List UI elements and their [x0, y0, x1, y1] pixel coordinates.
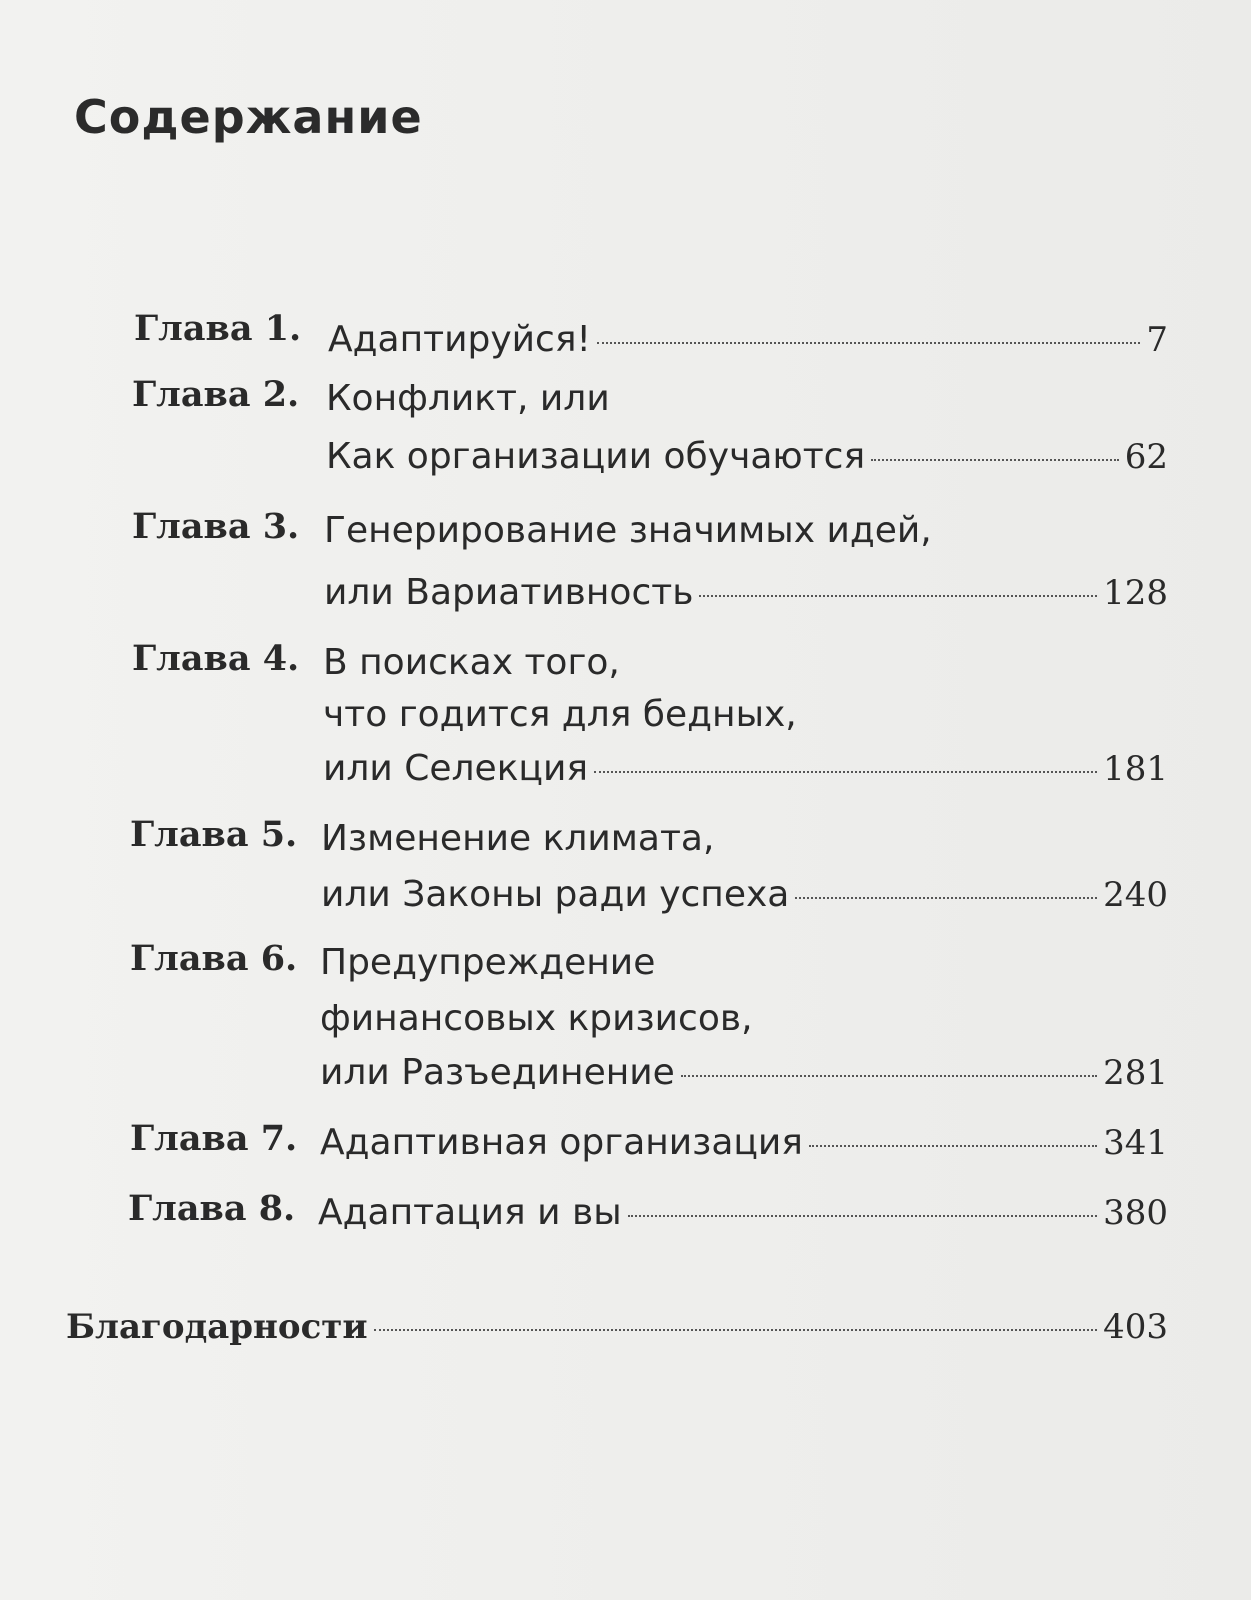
chapter-2-line-2: [326, 432, 1168, 482]
chapter-5-label: Глава 5.: [130, 814, 298, 855]
chapter-8-line: [318, 1188, 1168, 1238]
chapter-6-line-3: [320, 1048, 1168, 1098]
chapter-6-line-1: [320, 938, 655, 988]
leader-dots: [681, 1075, 1097, 1077]
leader-dots: [597, 342, 1140, 344]
chapter-1-line: [328, 315, 1168, 365]
leader-dots: [594, 771, 1097, 773]
chapter-5-title-line-2: или Законы ради успеха: [321, 874, 790, 915]
chapter-2-label: Глава 2.: [132, 374, 300, 415]
leader-dots: [699, 595, 1097, 597]
chapter-6-line-2: [320, 994, 753, 1044]
acknowledgements-label: Благодарности: [66, 1307, 368, 1347]
chapter-8-page: 380: [1103, 1193, 1168, 1233]
chapter-5-page: 240: [1103, 875, 1168, 915]
chapter-6-title-line-2: финансовых кризисов,: [320, 998, 753, 1039]
page-title: Содержание: [74, 90, 423, 144]
chapter-3-title-line-2: или Вариативность: [324, 572, 694, 613]
chapter-2-title-line-1: Конфликт, или: [326, 378, 610, 419]
chapter-2-title-line-2: Как организации обучаются: [326, 436, 866, 477]
chapter-3-line-2: [324, 568, 1168, 618]
chapter-4-title-line-2: что годится для бедных,: [323, 694, 797, 735]
chapter-2-page: 62: [1124, 437, 1168, 477]
chapter-4-label: Глава 4.: [132, 638, 300, 679]
chapter-3-line-1: [324, 506, 932, 556]
chapter-3-page: 128: [1103, 573, 1168, 613]
leader-dots: [374, 1329, 1098, 1331]
chapter-2-line-1: [326, 374, 610, 424]
leader-dots: [628, 1215, 1097, 1217]
chapter-5-title-line-1: Изменение климата,: [321, 818, 715, 859]
leader-dots: [871, 459, 1119, 461]
chapter-7-line: [320, 1118, 1168, 1168]
chapter-6-page: 281: [1103, 1053, 1168, 1093]
chapter-7-page: 341: [1103, 1123, 1168, 1163]
chapter-4-line-2: [323, 690, 797, 740]
chapter-7-title-line-1: Адаптивная организация: [320, 1122, 803, 1163]
chapter-3-label: Глава 3.: [132, 506, 300, 547]
chapter-4-page: 181: [1103, 749, 1168, 789]
chapter-7-label: Глава 7.: [130, 1118, 298, 1159]
chapter-6-title-line-1: Предупреждение: [320, 942, 656, 983]
chapter-5-line-2: [321, 870, 1168, 920]
chapter-1-label: Глава 1.: [134, 308, 302, 349]
chapter-3-title-line-1: Генерирование значимых идей,: [324, 510, 932, 551]
chapter-1-page: 7: [1146, 320, 1168, 360]
leader-dots: [809, 1145, 1097, 1147]
chapter-8-title-line-1: Адаптация и вы: [318, 1192, 622, 1233]
acknowledgements-page: 403: [1103, 1307, 1168, 1347]
acknowledgements-line: [66, 1302, 1168, 1352]
chapter-6-label: Глава 6.: [130, 938, 298, 979]
chapter-8-label: Глава 8.: [128, 1188, 296, 1229]
chapter-4-title-line-1: В поисках того,: [323, 642, 620, 683]
chapter-4-title-line-3: или Селекция: [323, 748, 588, 789]
chapter-4-line-3: [323, 744, 1168, 794]
chapter-1-title-line-1: Адаптируйся!: [328, 319, 591, 360]
chapter-4-line-1: [323, 638, 620, 688]
chapter-5-line-1: [321, 814, 714, 864]
leader-dots: [795, 897, 1097, 899]
chapter-6-title-line-3: или Разъединение: [320, 1052, 675, 1093]
